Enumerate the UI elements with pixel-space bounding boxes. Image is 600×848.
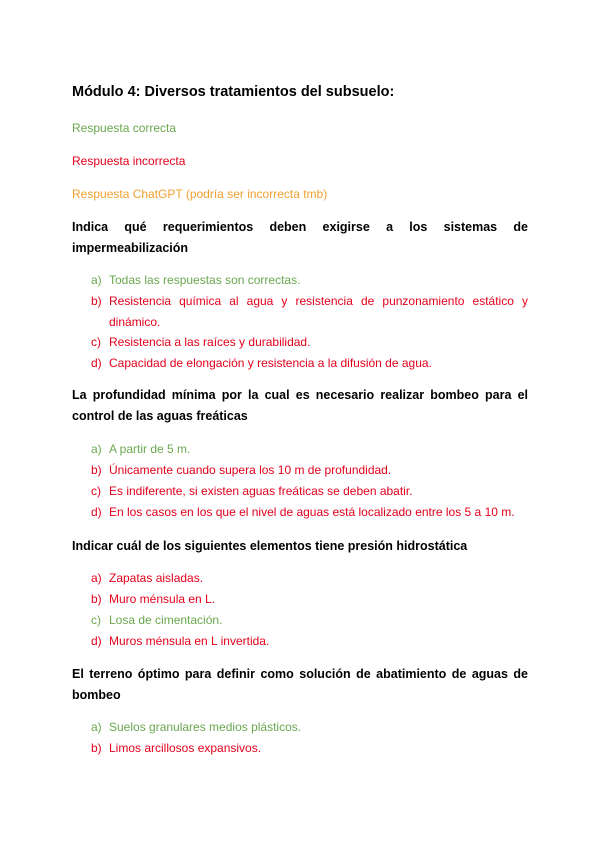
page-title: Módulo 4: Diversos tratamientos del subsuelo: [72, 84, 395, 100]
q2-option-c [91, 481, 528, 502]
q3-option-b [91, 589, 528, 610]
q3-option-a [91, 568, 528, 589]
q1-option-b [91, 291, 528, 333]
option-letter: d) [91, 505, 102, 519]
question-1-line-1: Indica qué requerimientos deben exigirse a los sistemas de [72, 220, 528, 234]
q4-option-a [91, 717, 528, 738]
question-2 [72, 385, 528, 427]
option-text: Losa de cimentación. [109, 613, 223, 627]
q1-option-d [91, 353, 528, 374]
q3-option-c [91, 610, 528, 631]
question-4-line-1: El terreno óptimo para definir como solución de abatimiento de aguas de [72, 667, 528, 681]
question-4-line-2: bombeo [72, 688, 121, 702]
legend-correct: Respuesta correcta [72, 121, 177, 135]
option-text: Zapatas aisladas. [109, 571, 204, 585]
q3-option-d [91, 631, 528, 652]
option-text: En los casos en los que el nivel de aguas está localizado entre los 5 a 10 m. [109, 505, 515, 519]
option-letter: b) [91, 463, 102, 477]
option-letter: a) [91, 571, 102, 585]
question-2-line-2: control de las aguas freáticas [72, 409, 248, 423]
question-3-line-1: Indicar cuál de los siguientes elementos tiene presión hidrostática [72, 539, 468, 553]
question-3 [72, 536, 528, 557]
option-text: A partir de 5 m. [109, 442, 191, 456]
option-text: Capacidad de elongación y resistencia a la difusión de agua. [109, 356, 432, 370]
option-letter: a) [91, 442, 102, 456]
question-1-line-2: impermeabilización [72, 241, 189, 255]
option-letter: c) [91, 335, 101, 349]
option-text: Limos arcillosos expansivos. [109, 741, 262, 755]
q1-option-c [91, 332, 528, 353]
option-text: Suelos granulares medios plásticos. [109, 720, 302, 734]
q2-option-b [91, 460, 528, 481]
question-2-line-1: La profundidad mínima por la cual es necesario realizar bombeo para el [72, 388, 528, 402]
option-text: Es indiferente, si existen aguas freáticas se deben abatir. [109, 484, 413, 498]
option-letter: d) [91, 356, 102, 370]
option-text-line-2: dinámico. [109, 315, 161, 329]
option-letter: b) [91, 294, 102, 308]
option-letter: a) [91, 273, 102, 287]
option-text: Muros ménsula en L invertida. [109, 634, 270, 648]
option-letter: b) [91, 592, 102, 606]
option-text-line-1: Resistencia química al agua y resistencia de punzonamiento estático y [109, 294, 528, 308]
option-text: Muro ménsula en L. [109, 592, 216, 606]
question-1 [72, 217, 528, 259]
legend-incorrect: Respuesta incorrecta [72, 154, 186, 168]
option-letter: b) [91, 741, 102, 755]
option-letter: a) [91, 720, 102, 734]
option-letter: d) [91, 634, 102, 648]
q1-option-a [91, 270, 528, 291]
option-text: Únicamente cuando supera los 10 m de profundidad. [109, 463, 392, 477]
q4-option-b [91, 738, 528, 759]
option-letter: c) [91, 484, 101, 498]
question-4 [72, 664, 528, 706]
legend-chatgpt: Respuesta ChatGPT (podría ser incorrecta tmb) [72, 187, 328, 201]
q2-option-d [91, 502, 528, 523]
option-text: Todas las respuestas son correctas. [109, 273, 301, 287]
q2-option-a [91, 439, 528, 460]
option-text: Resistencia a las raíces y durabilidad. [109, 335, 311, 349]
option-letter: c) [91, 613, 101, 627]
